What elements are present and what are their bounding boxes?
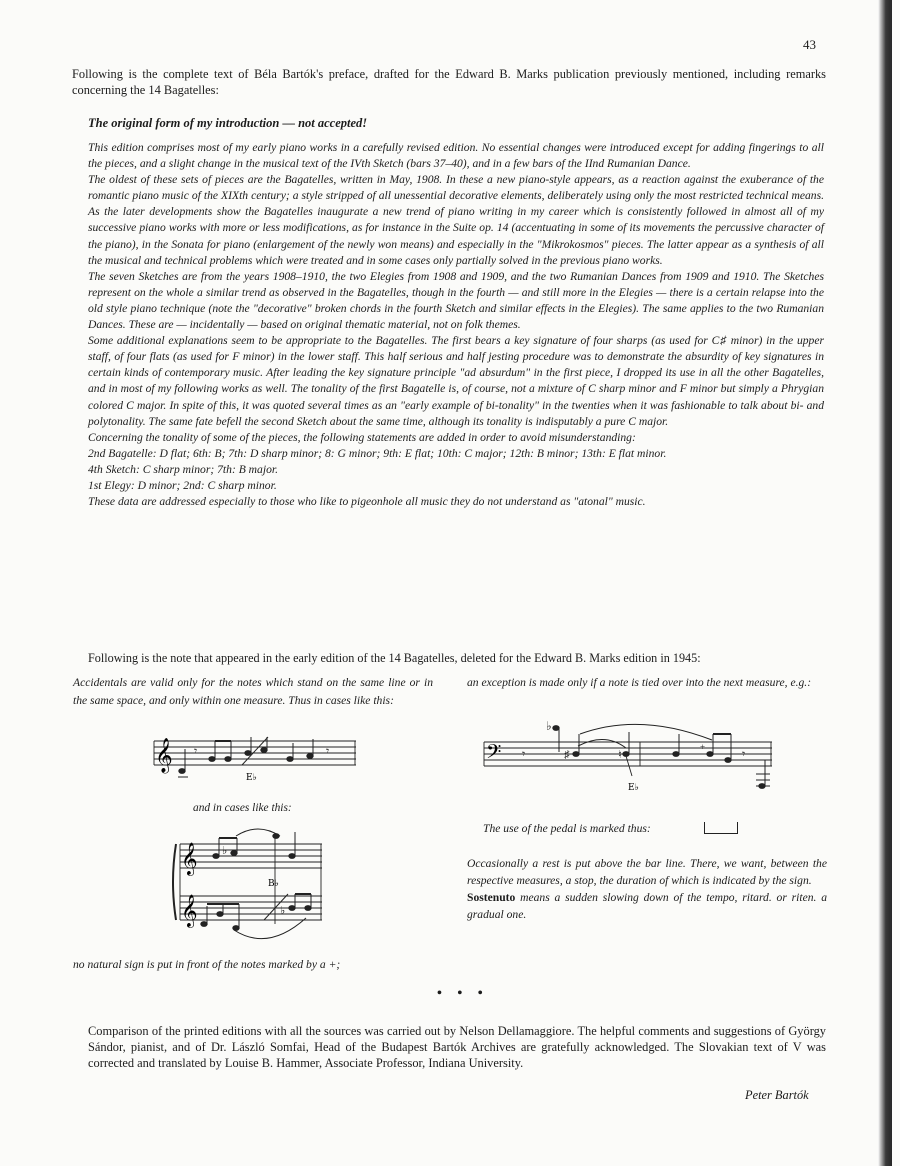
svg-text:♮: ♮ <box>618 749 622 761</box>
svg-text:♭: ♭ <box>546 719 552 733</box>
svg-text:𝄞: 𝄞 <box>181 894 198 927</box>
preface-paragraph: These data are addressed especially to those who like to pigeonhole all music they do not understand as "atonal" music. <box>88 495 646 509</box>
preface-paragraph: The oldest of these sets of pieces are the Bagatelles, written in May, 1908. In these a new piano-style appears, as a reaction against the exuberance of the romantic piano music of the XIXth century; a style stripped of all unessential decorative elements, deliberately using only the most restricted technical means. As the later developments show the Bagatelles inaugurate a new trend of piano writing in my career which is consistently followed in almost all of my successive piano works with more or less modifications, as for instance in the Suite op. 14 (accentuating in some of its movements the percussive character of the piano), in the Sonata for piano (enlargement of the newly won means) and especially in the "Mikrokosmos" pieces. The latter appear as a synthesis of all the musical and technical problems which were treated and in some cases only partially solved in the previous piano works. <box>88 173 824 267</box>
closing-paragraph: Comparison of the printed editions with all the sources was carried out by Nelson Dellamaggiore. The helpful comments and suggestions of György Sándor, pianist, and of Dr. László Somfai, Head of the Budapest Bartók Archives are gratefully acknowledged. The Slovakian text of V was corrected and translated by Louise B. Hammer, Associate Professor, Indiana University. <box>88 1024 826 1070</box>
tie-exception-text: an exception is made only if a note is tied over into the next measure, e.g.: <box>467 676 812 689</box>
preface-text <box>88 140 824 510</box>
preface-paragraph: 1st Elegy: D minor; 2nd: C sharp minor. <box>88 478 277 492</box>
music-example-bass-tie <box>480 712 792 804</box>
preface-paragraph: 4th Sketch: C sharp minor; 7th: B major. <box>88 462 278 476</box>
sostenuto-paragraph <box>467 889 827 923</box>
svg-text:𝄾: 𝄾 <box>522 747 526 761</box>
music-label: E♭ <box>628 783 639 793</box>
svg-text:𝄾: 𝄾 <box>194 744 198 758</box>
svg-text:♯: ♯ <box>564 749 570 761</box>
cases-caption: and in cases like this: <box>193 802 292 814</box>
svg-text:♭: ♭ <box>222 845 228 857</box>
preface-heading: The original form of my introduction — not accepted! <box>88 116 368 130</box>
preface-paragraph: This edition comprises most of my early piano works in a carefully revised edition. No essential changes were introduced except for adding fingerings to all the pieces, and a slight change in the musical text of the IVth Sketch (bars 37–40), and in a few bars of the IInd Rumanian Dance. <box>88 141 824 171</box>
preface-paragraph: 2nd Bagatelle: D flat; 6th: B; 7th: D sharp minor; 8: G minor; 9th: E flat; 10th: C major; 12th: B minor; 13th: E flat minor. <box>88 446 667 460</box>
sostenuto-definition: means a sudden slowing down of the tempo, ritard. or riten. a gradual one. <box>467 891 827 921</box>
rest-and-sostenuto-text <box>467 855 827 923</box>
svg-text:𝄾: 𝄾 <box>742 747 746 761</box>
note-intro: Following is the note that appeared in the early edition of the 14 Bagatelles, deleted for the Edward B. Marks edition in 1945: <box>88 651 701 665</box>
section-separator: • • • <box>437 986 489 1001</box>
rest-paragraph: Occasionally a rest is put above the bar line. There, we want, between the respective measures, a stop, the duration of which is indicated by the sign. <box>467 857 827 887</box>
accidentals-text: Accidentals are valid only for the notes which stand on the same line or in the same space, and only within one measure. Thus in cases like this: <box>73 676 433 707</box>
svg-text:+: + <box>700 742 706 752</box>
preface-paragraph: Concerning the tonality of some of the pieces, the following statements are added in order to avoid misunderstanding: <box>88 430 636 444</box>
preface-paragraph: The seven Sketches are from the years 1908–1910, the two Elegies from 1908 and 1909, and the two Rumanian Dances from 1909 and 1910. The Sketches represent on the whole a similar trend as observed in the Bagatelles, though in the fourth — and still more in the Elegies — there is a certain relapse into the old style piano technique (note the "decorative" broken chords in the fourth Sketch and similar effects in the Elegies). The same applies to the two Rumanian Dances. These are — incidentally — based on original thematic material, not on folk themes. <box>88 269 824 332</box>
music-example-grand-staff <box>168 824 328 950</box>
intro-paragraph: Following is the complete text of Béla Bartók's preface, drafted for the Edward B. Marks publication previously mentioned, including remarks concerning the 14 Bagatelles: <box>72 67 826 97</box>
natural-sign-note: no natural sign is put in front of the notes marked by a +; <box>73 958 341 971</box>
pedal-mark-icon <box>704 822 738 834</box>
svg-text:𝄞: 𝄞 <box>181 842 198 875</box>
music-label: E♭ <box>246 773 257 783</box>
pedal-text: The use of the pedal is marked thus: <box>483 822 651 835</box>
signature: Peter Bartók <box>745 1088 809 1102</box>
music-label: B♭ <box>268 879 279 889</box>
svg-text:𝄾: 𝄾 <box>326 744 330 758</box>
svg-text:♭: ♭ <box>280 905 286 917</box>
sostenuto-term: Sostenuto <box>467 891 516 904</box>
page-number: 43 <box>803 37 816 52</box>
music-example-treble <box>150 733 360 783</box>
preface-paragraph: Some additional explanations seem to be appropriate to the Bagatelles. The first bears a key signature of four sharps (as used for C♯ minor) in the upper staff, of four flats (as used for F minor) in the lower staff. This half serious and half jesting procedure was to demonstrate the absurdity of key signatures in certain kinds of contemporary music. After leading the key signature principle "ad absurdum" in the first piece, I dropped its use in all the other Bagatelles, and in most of my following works as well. The tonality of the first Bagatelle is, of course, not a mixture of C sharp minor and F minor but simply a Phrygian colored C major. In spite of this, it was quoted several times as an "early example of bi-tonality" in the twenties when it was fashionable to talk about bi- and polytonality. The same fate befell the second Sketch about the same time, although its tonality is indisputably a pure C major. <box>88 334 824 428</box>
svg-text:𝄞: 𝄞 <box>155 738 173 773</box>
svg-text:𝄢: 𝄢 <box>486 740 502 768</box>
page-binding-edge <box>878 0 892 1166</box>
